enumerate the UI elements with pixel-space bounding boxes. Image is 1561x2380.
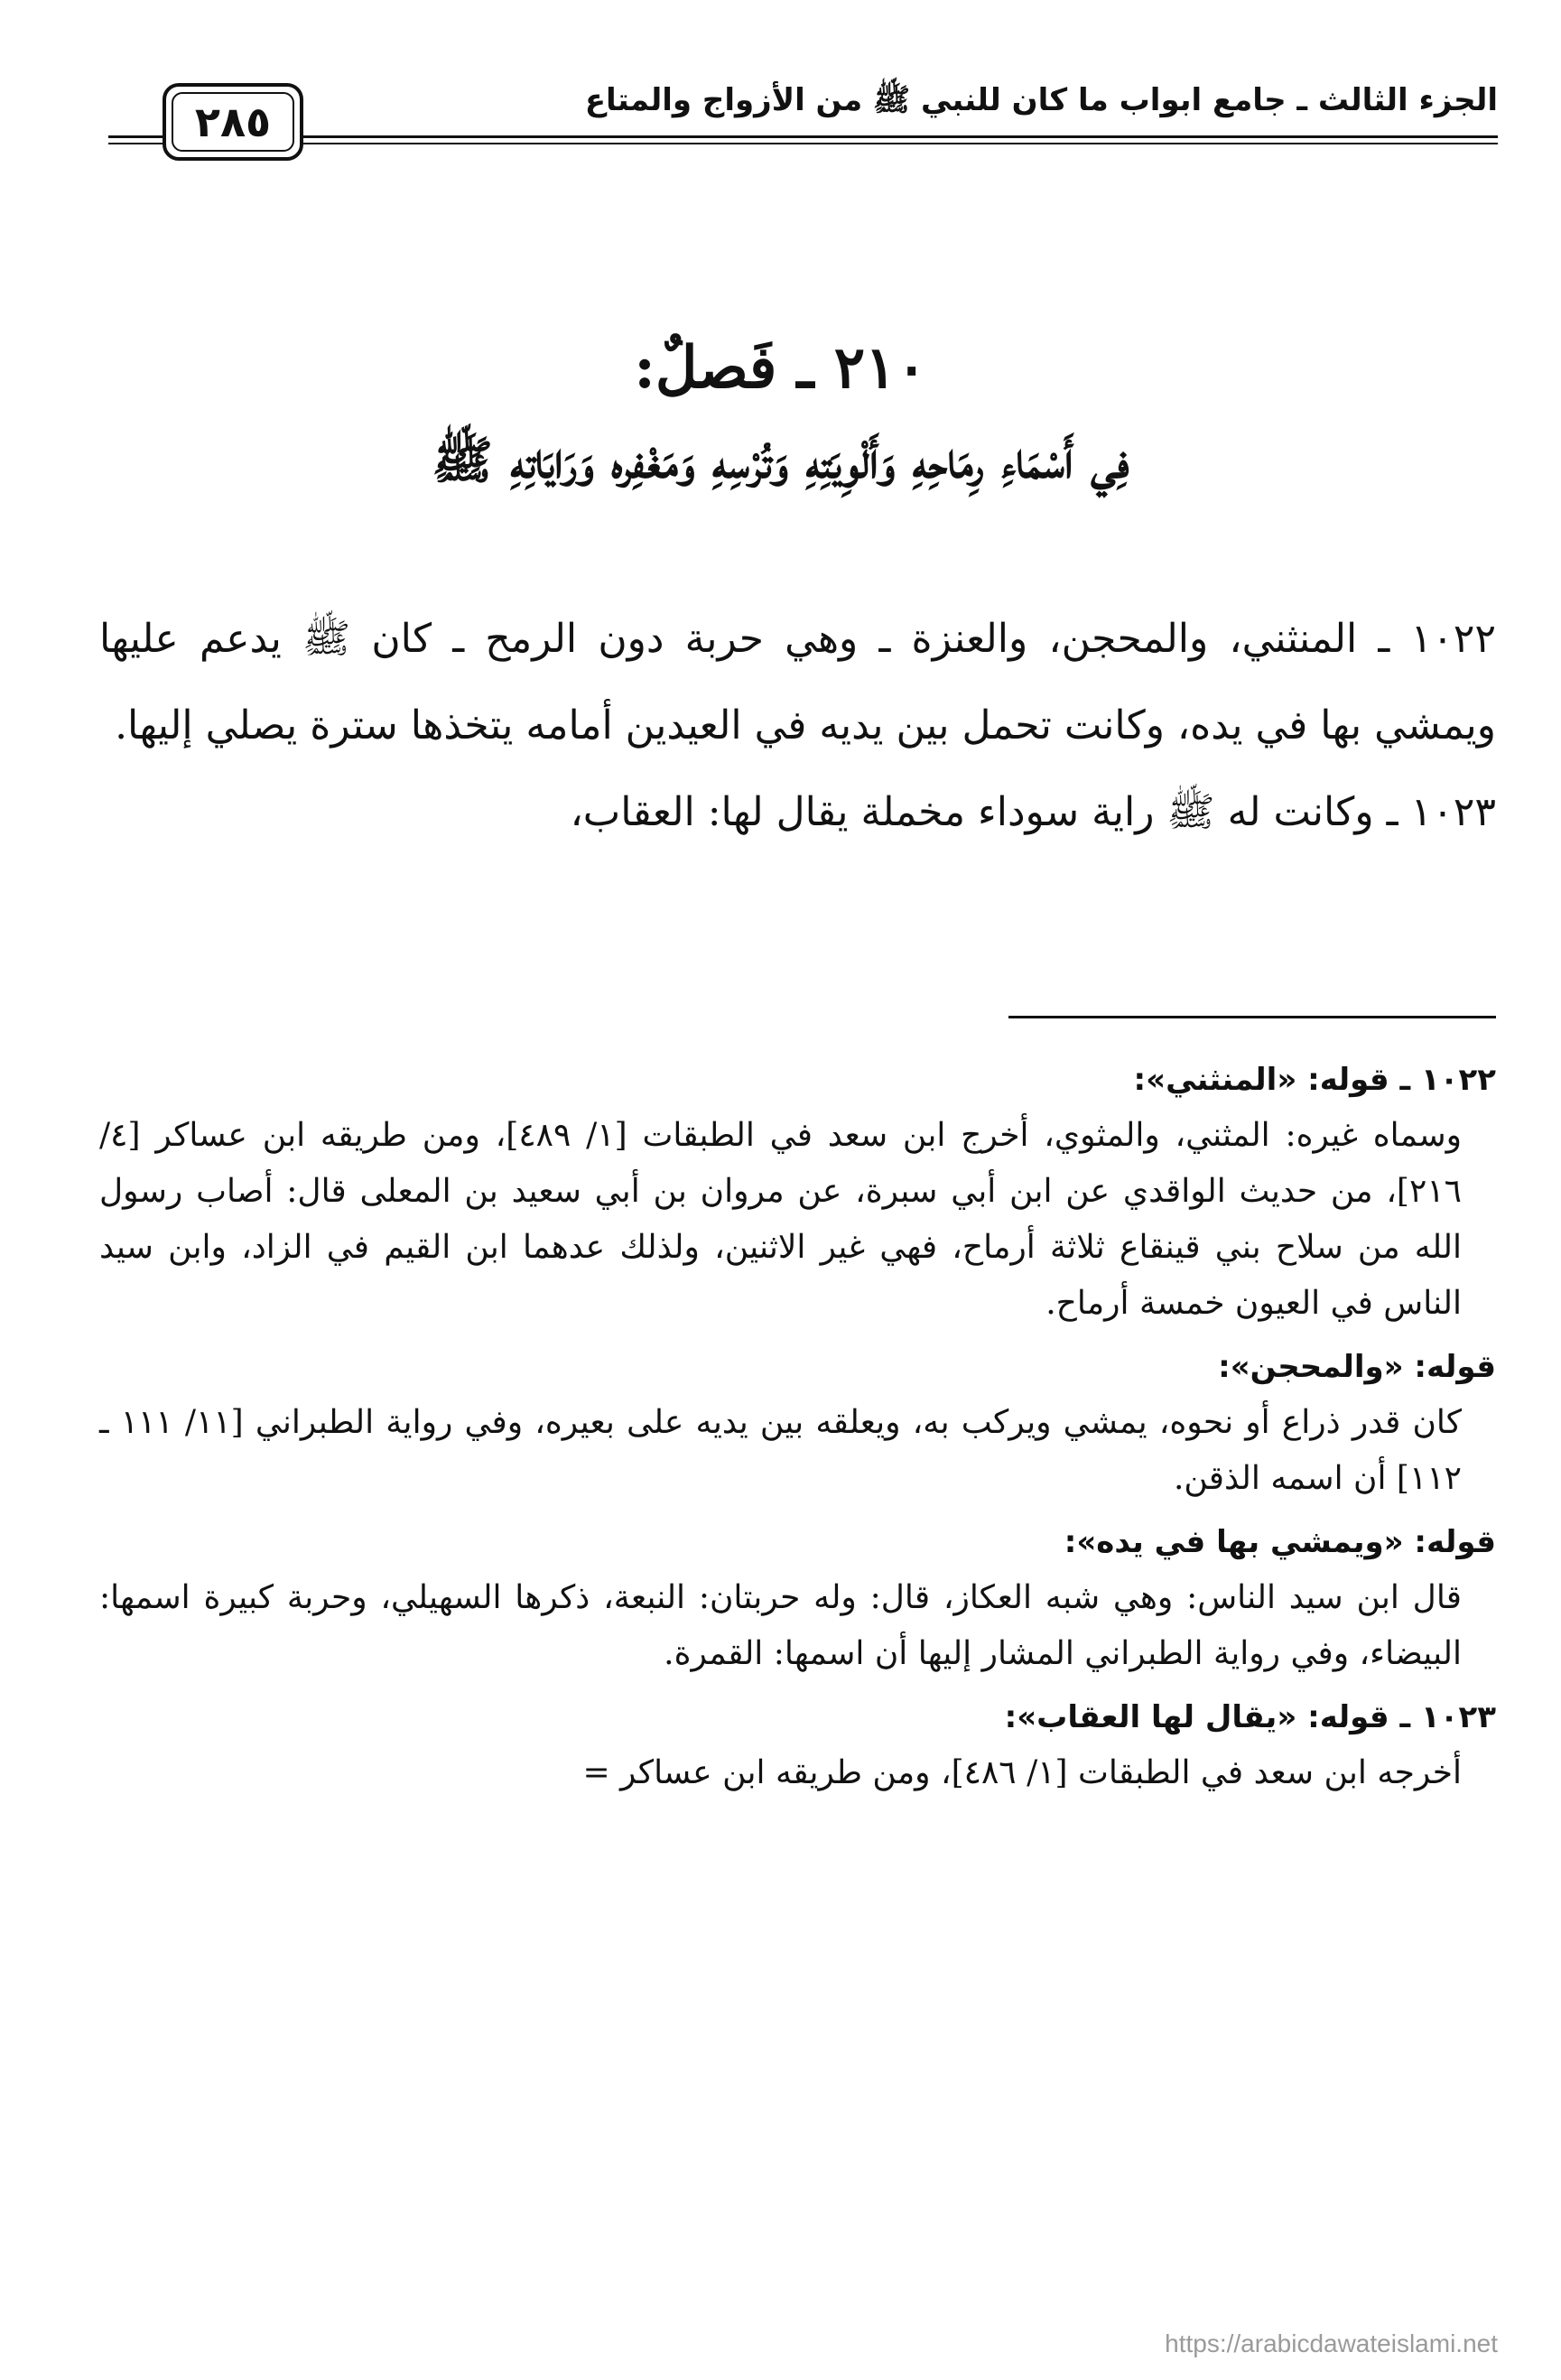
paragraph-1022: ١٠٢٢ ـ المنثني، والمحجن، والعنزة ـ وهي حربة دون الرمح ـ كان ﷺ يدعم عليها ويمشي بها في يده، وكانت تحمل بين يديه في العيدين أمامه يتخذها سترة يصلي إليها. [99,616,1496,748]
footnote-body: كان قدر ذراع أو نحوه، يمشي ويركب به، ويعلقه بين يديه على بعيره، وفي رواية الطبراني [١١/ ١١١ ـ ١١٢] أن اسمه الذقن. [99,1404,1462,1497]
footnote-label: ١٠٢٣ ـ قوله: «يقال لها العقاب»: [1004,1699,1496,1735]
running-title: الجزء الثالث ـ جامع ابواب ما كان للنبي ﷺ من الأزواج والمتاع [584,82,1498,118]
footnote-body: أخرجه ابن سعد في الطبقات [١/ ٤٨٦]، ومن طريقه ابن عساكر = [582,1754,1462,1791]
footnote-label: ١٠٢٢ ـ قوله: «المنثني»: [1133,1062,1496,1098]
watermark-url: https://arabicdawateislami.net [1165,2329,1498,2357]
paragraph-1023: ١٠٢٣ ـ وكانت له ﷺ راية سوداء مخملة يقال لها: العقاب، [570,789,1496,835]
footnote-item [99,1339,1496,1507]
header-rule [108,135,1498,138]
chapter-subtitle: فِي أَسْمَاءِ رِمَاحِهِ وَأَلْوِيَتِهِ وَتُرْسِهِ وَمَغْفِره وَرَايَاتِهِ ﷺ [432,431,1129,490]
page-number: ٢٨٥ [163,83,303,161]
running-header [108,63,1498,146]
main-text [99,596,1496,856]
footnote-item [99,1052,1496,1332]
footnote-item [99,1689,1496,1801]
footnote-body: وسماه غيره: المثني، والمثوي، أخرج ابن سعد في الطبقات [١/ ٤٨٩]، ومن طريقه ابن عساكر [٤/ ٢١٦]، من حديث الواقدي عن ابن أبي سبرة، عن مروان بن أبي سعيد بن المعلى قال: أصاب رسول الله من سلاح بني قينقاع ثلاثة أرماح، فهي غير الاثنين، ولذلك عدهما ابن القيم في الزاد، وابن سيد الناس في العيون خمسة أرماح. [99,1117,1462,1322]
footnote-item [99,1514,1496,1682]
footnote-body: قال ابن سيد الناس: وهي شبه العكاز، قال: وله حربتان: النبعة، ذكرها السهيلي، وحربة كبيرة اسمها: البيضاء، وفي رواية الطبراني المشار إليها أن اسمها: القمرة. [99,1579,1462,1672]
header-rule-secondary [108,143,1498,144]
footnotes [99,1052,1496,1808]
chapter-heading: ٢١٠ ـ فَصلٌ: [634,334,927,402]
footnote-label: قوله: «والمحجن»: [1218,1349,1496,1385]
footnote-label: قوله: «ويمشي بها في يده»: [1064,1524,1496,1560]
footnote-separator [1008,1016,1496,1018]
